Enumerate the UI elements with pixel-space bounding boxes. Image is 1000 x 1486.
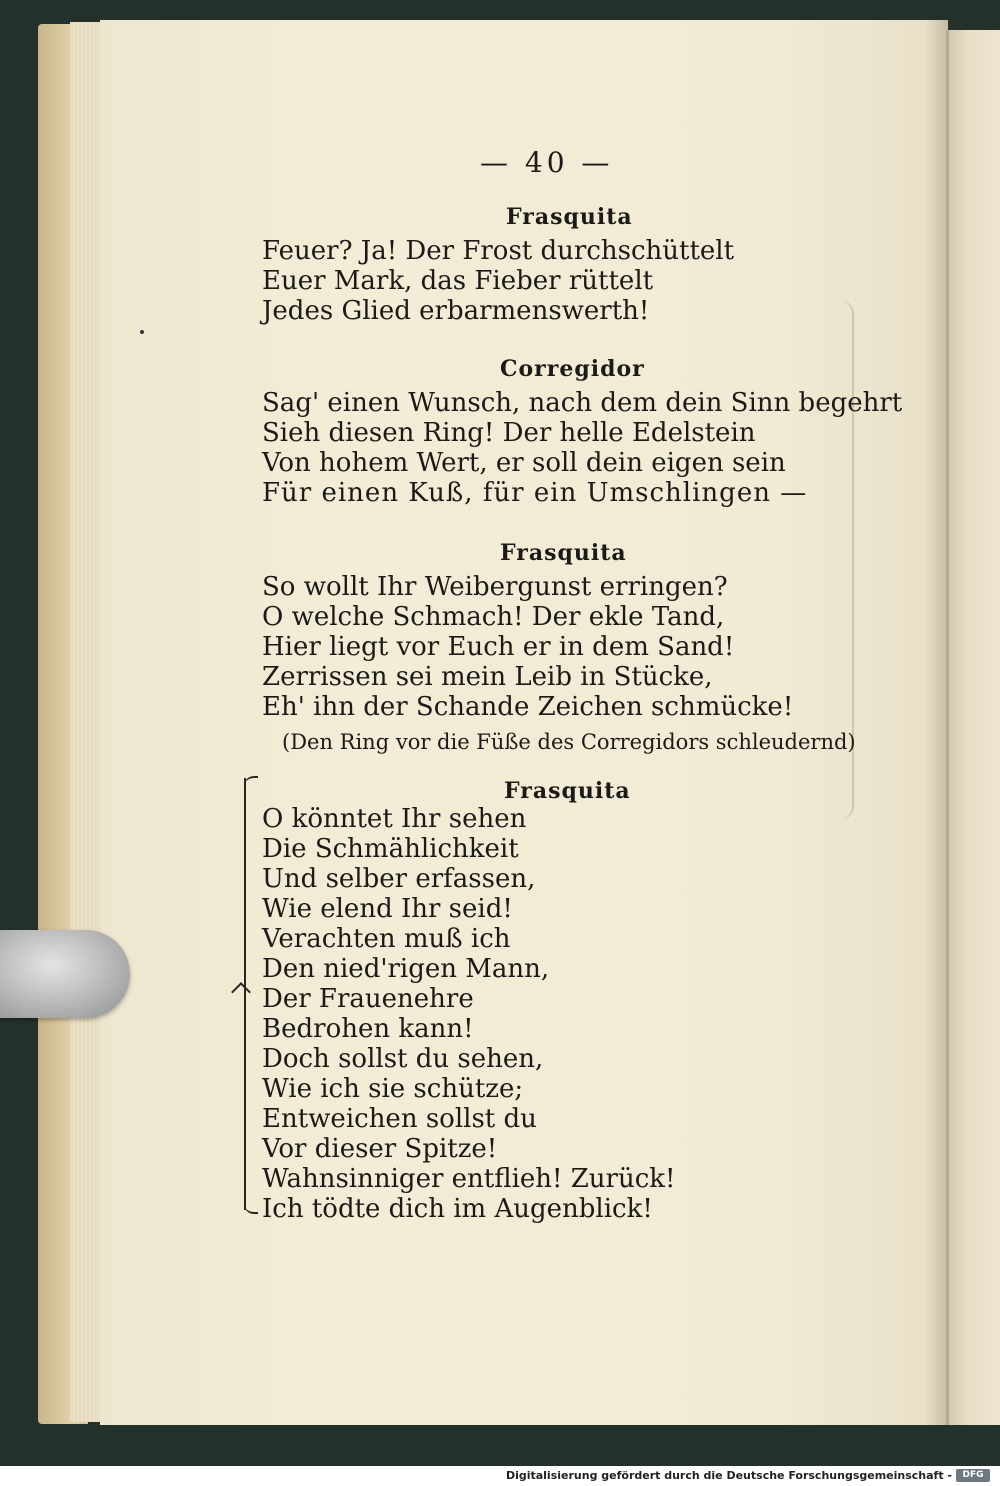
stage-direction: (Den Ring vor die Füße des Corregidors schleudernd) [282, 730, 856, 754]
verse-line: Sieh diesen Ring! Der helle Edelstein [262, 418, 756, 448]
verse-line: Wie ich sie schütze; [262, 1074, 524, 1104]
page-stack-edge [70, 22, 102, 1422]
verse-line: Für einen Kuß, für ein Umschlingen — [262, 478, 808, 508]
verse-line: Hier liegt vor Euch er in dem Sand! [262, 632, 735, 662]
digitization-footer [0, 1466, 1000, 1486]
verse-brace-top [244, 776, 258, 790]
verse-line: Eh' ihn der Schande Zeichen schmücke! [262, 692, 794, 722]
verse-line: Den nied'rigen Mann, [262, 954, 550, 984]
verse-line: Von hohem Wert, er soll dein eigen sein [262, 448, 786, 478]
verse-line: So wollt Ihr Weibergunst erringen? [262, 572, 728, 602]
funding-credit: Digitalisierung gefördert durch die Deutsche Forschungsgemeinschaft - [505, 1469, 952, 1482]
verse-line: Euer Mark, das Fieber rüttelt [262, 266, 654, 296]
page-number: — 40 — [480, 146, 614, 179]
facing-page-edge [946, 30, 1000, 1425]
verse-line: Ich tödte dich im Augenblick! [262, 1194, 653, 1224]
verse-line: Der Frauenehre [262, 984, 474, 1014]
verse-line: Und selber erfassen, [262, 864, 536, 894]
spine-shadow [925, 20, 949, 1425]
dfg-logo: DFG [956, 1469, 990, 1482]
verse-line: Sag' einen Wunsch, nach dem dein Sinn begehrt [262, 388, 903, 418]
scanner-thumb-clip [0, 930, 130, 1018]
verse-line: Zerrissen sei mein Leib in Stücke, [262, 662, 713, 692]
verse-line: O welche Schmach! Der ekle Tand, [262, 602, 725, 632]
ink-speck [140, 330, 144, 334]
speaker-name: Frasquita [500, 540, 627, 566]
verse-line: Verachten muß ich [262, 924, 511, 954]
verse-line: Vor dieser Spitze! [262, 1134, 498, 1164]
speaker-name: Corregidor [500, 356, 645, 382]
speaker-name: Frasquita [506, 204, 633, 230]
verse-line: Doch sollst du sehen, [262, 1044, 544, 1074]
verse-line: Die Schmählichkeit [262, 834, 519, 864]
verse-line: Jedes Glied erbarmenswerth! [262, 296, 650, 326]
verse-line: O könntet Ihr sehen [262, 804, 527, 834]
verse-line: Wie elend Ihr seid! [262, 894, 513, 924]
verse-line: Feuer? Ja! Der Frost durchschüttelt [262, 236, 735, 266]
verse-line: Bedrohen kann! [262, 1014, 474, 1044]
speaker-name: Frasquita [504, 778, 631, 804]
verse-line: Entweichen sollst du [262, 1104, 537, 1134]
verse-line: Wahnsinniger entflieh! Zurück! [262, 1164, 676, 1194]
